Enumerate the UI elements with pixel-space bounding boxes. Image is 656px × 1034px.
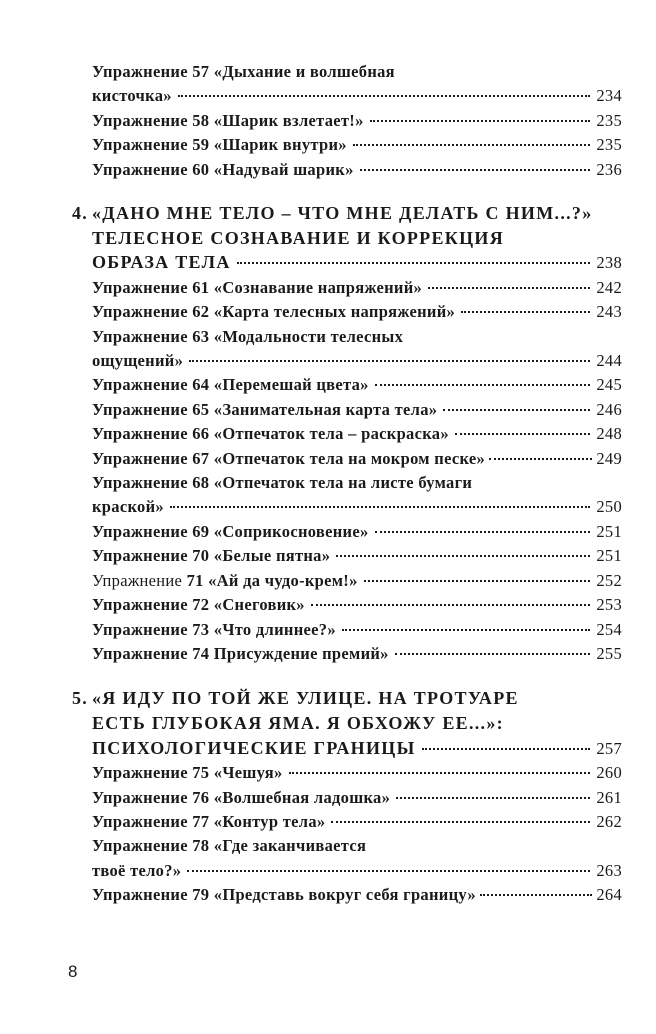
toc-entry-title: Упражнение 58 «Шарик взлетает!»	[92, 110, 364, 130]
toc-entry-57	[92, 60, 622, 109]
page-ref: 238	[596, 253, 622, 273]
page-ref: 251	[596, 521, 622, 541]
page-ref: 249	[596, 448, 622, 468]
toc-entry-69	[92, 520, 622, 544]
toc-entry-title: Упражнение 68 «Отпечаток тела на листе бумаги	[92, 473, 473, 493]
page-ref: 248	[596, 424, 622, 444]
toc-entry-62	[92, 300, 622, 324]
page-ref: 260	[596, 763, 622, 783]
dot-leader	[461, 311, 590, 313]
toc-entry-title-prefix: Упражнение	[92, 570, 183, 590]
page-ref: 252	[596, 570, 622, 590]
toc-entry-64	[92, 373, 622, 397]
toc-entry-title: Упражнение 73 «Что длиннее?»	[92, 619, 336, 639]
toc-entry-title: Упражнение 75 «Чешуя»	[92, 763, 283, 783]
toc-entry-title: Упражнение 76 «Волшебная ладошка»	[92, 787, 391, 807]
page-ref: 236	[596, 159, 622, 179]
dot-leader	[395, 653, 591, 655]
page-ref: 251	[596, 546, 622, 566]
toc-entry-67	[92, 447, 622, 471]
toc-entry-title: Упражнение 77 «Контур тела»	[92, 811, 326, 831]
dot-leader	[396, 797, 590, 799]
toc-entry-title: Упражнение 62 «Карта телесных напряжений»	[92, 302, 456, 322]
chapter-title-line: ОБРАЗА ТЕЛА	[92, 252, 231, 273]
toc-entry-title: Упражнение 65 «Занимательная карта тела»	[92, 399, 438, 419]
dot-leader	[370, 120, 591, 122]
toc-entry-title: Упражнение 57 «Дыхание и волшебная	[92, 62, 395, 81]
toc-entry-title: Упражнение 67 «Отпечаток тела на мокром песке»	[92, 448, 486, 468]
toc-entry-78	[92, 834, 622, 883]
dot-leader	[360, 169, 591, 171]
page-ref: 234	[596, 86, 622, 106]
chapter-title-line: «Я ИДУ ПО ТОЙ ЖЕ УЛИЦЕ. НА ТРОТУАРЕ	[92, 688, 519, 709]
chapter-number: 5.	[72, 688, 89, 709]
toc-entry-71	[92, 569, 622, 593]
dot-leader	[336, 555, 590, 557]
page-ref: 246	[596, 399, 622, 419]
dot-leader	[489, 458, 592, 460]
chapter-number: 4.	[72, 203, 89, 224]
dot-leader	[178, 95, 591, 97]
toc-entry-title: Упражнение 74 Присуждение премий»	[92, 643, 389, 663]
chapter-4-heading	[72, 201, 622, 276]
dot-leader	[480, 894, 592, 896]
toc-entry-77	[92, 810, 622, 834]
toc-entry-title: кисточка»	[92, 86, 172, 106]
page-ref: 243	[596, 302, 622, 322]
page-ref: 244	[596, 351, 622, 371]
chapter-title-line: «ДАНО МНЕ ТЕЛО – ЧТО МНЕ ДЕЛАТЬ С НИМ...?»	[92, 203, 593, 224]
toc-entry-title: ощущений»	[92, 351, 184, 371]
chapter-title-line: ТЕЛЕСНОЕ СОЗНАВАНИЕ И КОРРЕКЦИЯ	[92, 227, 505, 248]
toc-entry-58	[92, 109, 622, 133]
dot-leader	[428, 287, 590, 289]
toc-entry-title: Упражнение 64 «Перемешай цвета»	[92, 375, 369, 395]
page-ref: 242	[596, 277, 622, 297]
toc-entry-79	[92, 883, 622, 907]
page-ref: 261	[596, 787, 622, 807]
toc-entry-title: Упражнение 71 «Ай да чудо-крем!»	[92, 570, 358, 590]
toc-entry-65	[92, 398, 622, 422]
toc-entry-61	[92, 276, 622, 300]
toc-entry-title: краской»	[92, 497, 164, 517]
chapter-title-line: ЕСТЬ ГЛУБОКАЯ ЯМА. Я ОБХОЖУ ЕЕ...»:	[92, 712, 504, 733]
dot-leader	[331, 821, 590, 823]
toc-entry-title: твоё тело?»	[92, 860, 182, 880]
chapter-5-heading	[72, 686, 622, 761]
page-ref: 245	[596, 375, 622, 395]
toc-entry-59	[92, 133, 622, 157]
toc-entry-76	[92, 786, 622, 810]
page-number: 8	[68, 962, 78, 981]
toc-entry-title: Упражнение 63 «Модальности телесных	[92, 326, 404, 346]
dot-leader	[364, 580, 591, 582]
toc-entry-74	[92, 642, 622, 666]
dot-leader	[237, 262, 591, 264]
page-ref: 250	[596, 497, 622, 517]
toc-entry-title: Упражнение 70 «Белые пятна»	[92, 546, 331, 566]
toc-entry-title: Упражнение 66 «Отпечаток тела – раскраска»	[92, 424, 449, 444]
toc-entry-title: Упражнение 72 «Снеговик»	[92, 595, 305, 615]
dot-leader	[342, 629, 590, 631]
toc-entry-63	[92, 325, 622, 374]
toc-entry-72	[92, 593, 622, 617]
dot-leader	[375, 531, 591, 533]
chapter-title-line: ПСИХОЛОГИЧЕСКИЕ ГРАНИЦЫ	[92, 737, 416, 758]
toc-entry-title: Упражнение 79 «Представь вокруг себя границу»	[92, 885, 476, 905]
toc-entry-70	[92, 544, 622, 568]
toc-entry-75	[92, 761, 622, 785]
dot-leader	[311, 604, 590, 606]
page-ref: 253	[596, 595, 622, 615]
page-ref: 255	[596, 643, 622, 663]
toc-entry-60	[92, 158, 622, 182]
dot-leader	[289, 772, 591, 774]
toc-entry-title: Упражнение 69 «Соприкосновение»	[92, 521, 369, 541]
page-ref: 263	[596, 860, 622, 880]
table-of-contents	[72, 60, 622, 908]
dot-leader	[189, 360, 590, 362]
dot-leader	[187, 870, 590, 872]
dot-leader	[170, 506, 590, 508]
page-ref: 264	[596, 885, 622, 905]
toc-entry-title: Упражнение 78 «Где заканчивается	[92, 836, 367, 856]
page-ref: 257	[596, 738, 622, 758]
page-ref: 262	[596, 811, 622, 831]
dot-leader	[455, 433, 590, 435]
dot-leader	[353, 144, 591, 146]
toc-entry-title: Упражнение 59 «Шарик внутри»	[92, 135, 347, 155]
toc-entry-title: Упражнение 61 «Сознавание напряжений»	[92, 277, 423, 297]
dot-leader	[375, 384, 591, 386]
toc-entry-66	[92, 422, 622, 446]
dot-leader	[422, 748, 591, 750]
toc-entry-68	[92, 471, 622, 520]
page-ref: 235	[596, 135, 622, 155]
page-ref: 254	[596, 619, 622, 639]
toc-entry-73	[92, 618, 622, 642]
page-ref: 235	[596, 110, 622, 130]
toc-entry-title: Упражнение 60 «Надувай шарик»	[92, 159, 354, 179]
dot-leader	[443, 409, 590, 411]
